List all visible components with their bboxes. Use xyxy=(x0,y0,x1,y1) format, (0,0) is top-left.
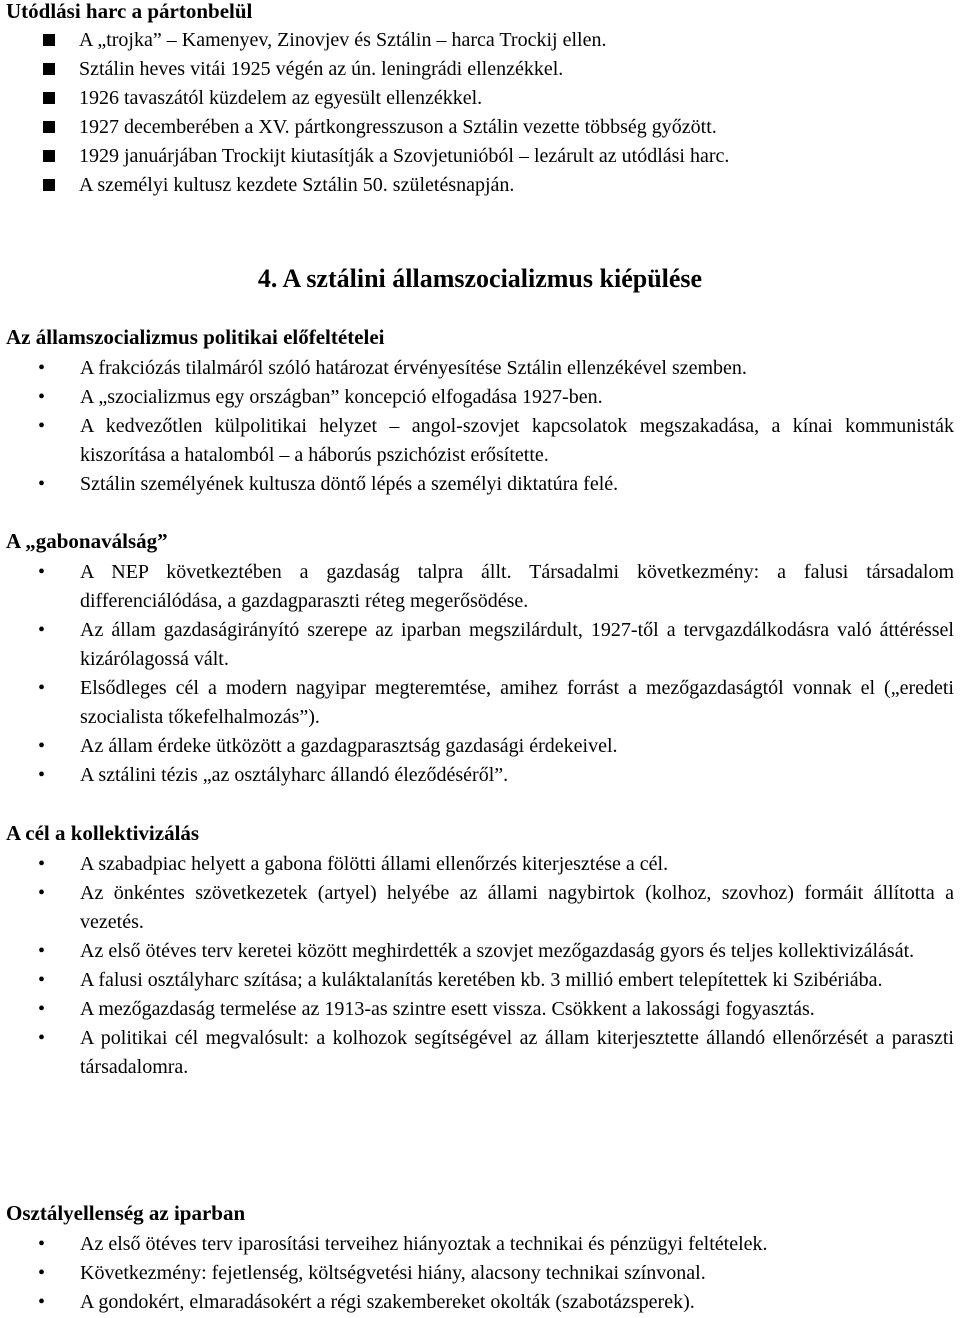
list-item: • Az állam gazdaságirányító szerepe az iparban megszilárdult, 1927-től a tervgazdálkodásra való áttéréssel kizárólagossá vált. xyxy=(0,616,960,674)
bullet-dot-icon: • xyxy=(38,1233,46,1255)
section-heading-succession: Utódlási harc a pártonbelül xyxy=(6,0,253,23)
list-item: • Az állam érdeke ütközött a gazdagparasztság gazdasági érdekeivel. xyxy=(0,732,960,761)
list-item: • A sztálini tézis „az osztályharc állandó éleződéséről”. xyxy=(0,761,960,790)
list-item: • Következmény: fejetlenség, költségvetési hiány, alacsony technikai színvonal. xyxy=(0,1259,960,1288)
list-item: • A kedvezőtlen külpolitikai helyzet – angol-szovjet kapcsolatok megszakadása, a kínai kommunisták kiszorítása a hatalomból – a háborús pszichózist erősítette. xyxy=(0,412,960,470)
list-item: • A gondokért, elmaradásokért a régi szakembereket okolták (szabotázsperek). xyxy=(0,1288,960,1317)
square-bullet-icon xyxy=(43,150,55,162)
bullet-dot-icon: • xyxy=(38,764,46,786)
bullet-dot-icon: • xyxy=(38,882,46,904)
square-bullet-icon xyxy=(43,34,55,46)
bullet-dot-icon: • xyxy=(38,1262,46,1284)
list-item: 1929 januárjában Trockijt kiutasítják a Szovjetunióból – lezárult az utódlási harc. xyxy=(0,142,960,171)
list-item: • A frakciózás tilalmáról szóló határozat érvényesítése Sztálin ellenzékével szemben. xyxy=(0,354,960,383)
bullet-dot-icon: • xyxy=(38,853,46,875)
succession-list xyxy=(0,26,960,200)
list-item: • A politikai cél megvalósult: a kolhozok segítségével az állam kiterjesztette állandó ellenőrzését a paraszti társadalomra. xyxy=(0,1024,960,1082)
bullet-dot-icon: • xyxy=(38,677,46,699)
list-item: • A szabadpiac helyett a gabona fölötti állami ellenőrzés kiterjesztése a cél. xyxy=(0,850,960,879)
square-bullet-icon xyxy=(43,92,55,104)
list-item: • Elsődleges cél a modern nagyipar megteremtése, amihez forrást a mezőgazdaságtól vonnak el („eredeti szocialista tőkefelhalmozás”). xyxy=(0,674,960,732)
collectivization-list xyxy=(0,850,960,1082)
list-item: • Az önkéntes szövetkezetek (artyel) helyébe az állami nagybirtok (kolhoz, szovhoz) formáit állította a vezetés. xyxy=(0,879,960,937)
list-item: 1927 decemberében a XV. pártkongresszuson a Sztálin vezette többség győzött. xyxy=(0,113,960,142)
bullet-dot-icon: • xyxy=(38,415,46,437)
preconditions-list xyxy=(0,354,960,499)
square-bullet-icon xyxy=(43,121,55,133)
section-heading-class-enemy: Osztályellenség az iparban xyxy=(6,1201,246,1225)
list-item: • A „szocializmus egy országban” koncepció elfogadása 1927-ben. xyxy=(0,383,960,412)
bullet-dot-icon: • xyxy=(38,473,46,495)
bullet-dot-icon: • xyxy=(38,357,46,379)
bullet-dot-icon: • xyxy=(38,940,46,962)
bullet-dot-icon: • xyxy=(38,998,46,1020)
bullet-dot-icon: • xyxy=(38,735,46,757)
bullet-dot-icon: • xyxy=(38,1291,46,1313)
class-enemy-list xyxy=(0,1230,960,1317)
list-item: • A NEP következtében a gazdaság talpra állt. Társadalmi következmény: a falusi társadalom differenciálódása, a gazdagparaszti réteg megerősödése. xyxy=(0,558,960,616)
list-item: A „trojka” – Kamenyev, Zinovjev és Sztálin – harca Trockij ellen. xyxy=(0,26,960,55)
bullet-dot-icon: • xyxy=(38,386,46,408)
list-item: • A falusi osztályharc szítása; a kuláktalanítás keretében kb. 3 millió embert telepítettek ki Szibériába. xyxy=(0,966,960,995)
bullet-dot-icon: • xyxy=(38,1027,46,1049)
section-heading-grain-crisis: A „gabonaválság” xyxy=(6,529,168,553)
square-bullet-icon xyxy=(43,63,55,75)
list-item: 1926 tavaszától küzdelem az egyesült ellenzékkel. xyxy=(0,84,960,113)
bullet-dot-icon: • xyxy=(38,969,46,991)
list-item: • A mezőgazdaság termelése az 1913-as szintre esett vissza. Csökkent a lakossági fogyasztás. xyxy=(0,995,960,1024)
list-item: A személyi kultusz kezdete Sztálin 50. születésnapján. xyxy=(0,171,960,200)
section-heading-preconditions: Az államszocializmus politikai előfeltételei xyxy=(6,325,385,349)
list-item: • Az első ötéves terv iparosítási terveihez hiányoztak a technikai és pénzügyi feltételek. xyxy=(0,1230,960,1259)
chapter-title: 4. A sztálini államszocializmus kiépülése xyxy=(257,264,703,293)
list-item: • Az első ötéves terv keretei között meghirdették a szovjet mezőgazdaság gyors és teljes kollektivizálását. xyxy=(0,937,960,966)
square-bullet-icon xyxy=(43,179,55,191)
grain-crisis-list xyxy=(0,558,960,790)
list-item: Sztálin heves vitái 1925 végén az ún. leningrádi ellenzékkel. xyxy=(0,55,960,84)
section-heading-collectivization: A cél a kollektivizálás xyxy=(6,821,200,845)
list-item: • Sztálin személyének kultusza döntő lépés a személyi diktatúra felé. xyxy=(0,470,960,499)
bullet-dot-icon: • xyxy=(38,561,46,583)
bullet-dot-icon: • xyxy=(38,619,46,641)
